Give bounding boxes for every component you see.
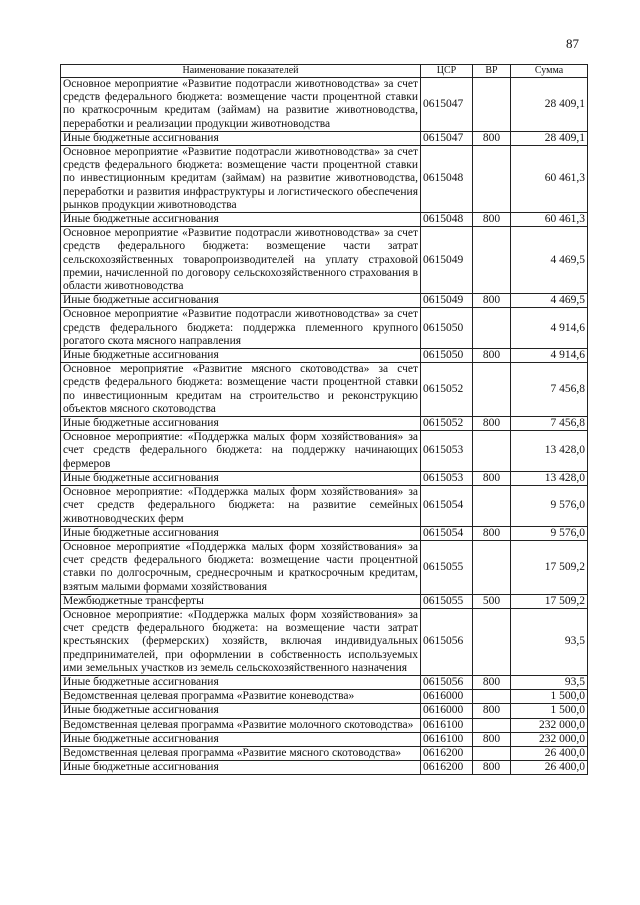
cell-sum: 1 500,0 (511, 704, 588, 718)
cell-vr (473, 308, 511, 349)
table-row (61, 363, 588, 417)
cell-csr: 0615050 (421, 349, 473, 363)
table-row (61, 704, 588, 718)
cell-vr: 800 (473, 732, 511, 746)
cell-vr: 800 (473, 349, 511, 363)
header-csr: ЦСР (421, 65, 473, 78)
cell-csr: 0615049 (421, 294, 473, 308)
table-row (61, 349, 588, 363)
table-row (61, 486, 588, 527)
cell-csr: 0615047 (421, 131, 473, 145)
cell-csr: 0615055 (421, 594, 473, 608)
cell-sum: 232 000,0 (511, 732, 588, 746)
cell-sum: 4 914,6 (511, 308, 588, 349)
cell-vr (473, 146, 511, 213)
cell-csr: 0615049 (421, 227, 473, 294)
cell-name: Иные бюджетные ассигнования (61, 213, 421, 227)
cell-csr: 0615053 (421, 471, 473, 485)
cell-name: Основное мероприятие: «Поддержка малых форм хозяйствования» за счет средств федерального бюджета: на возмещение части затрат крестьянских (фермерских) хозяйств, включая индивидуальных предпринимателей, при оформлении в собственность используемых ими земельных участков из земель сельскохозяйственного назначения (61, 608, 421, 675)
cell-vr: 800 (473, 213, 511, 227)
table-row (61, 78, 588, 132)
table-row (61, 417, 588, 431)
cell-sum: 28 409,1 (511, 131, 588, 145)
cell-name: Основное мероприятие: «Поддержка малых форм хозяйствования» за счет средств федерального бюджета: на развитие семейных животноводческих ферм (61, 486, 421, 527)
table-row (61, 746, 588, 760)
cell-name: Иные бюджетные ассигнования (61, 294, 421, 308)
cell-csr: 0616200 (421, 761, 473, 775)
cell-vr (473, 540, 511, 594)
cell-sum: 26 400,0 (511, 761, 588, 775)
cell-name: Ведомственная целевая программа «Развитие молочного скотоводства» (61, 718, 421, 732)
cell-name: Ведомственная целевая программа «Развитие мясного скотоводства» (61, 746, 421, 760)
cell-name: Иные бюджетные ассигнования (61, 417, 421, 431)
cell-sum: 4 469,5 (511, 294, 588, 308)
cell-csr: 0616100 (421, 732, 473, 746)
cell-vr (473, 746, 511, 760)
table-row (61, 131, 588, 145)
cell-csr: 0615048 (421, 213, 473, 227)
cell-csr: 0615055 (421, 540, 473, 594)
cell-sum: 7 456,8 (511, 417, 588, 431)
cell-vr (473, 78, 511, 132)
cell-vr: 800 (473, 471, 511, 485)
header-name: Наименование показателей (61, 65, 421, 78)
cell-vr: 800 (473, 761, 511, 775)
table-header-row (61, 65, 588, 78)
cell-vr: 500 (473, 594, 511, 608)
table-row (61, 718, 588, 732)
cell-name: Основное мероприятие «Развитие подотрасли животноводства» за счет средств федерального бюджета: возмещение части процентной ставки по краткосрочным кредитам (займам) на развитие животноводства, переработки и реализации продукции животноводства (61, 78, 421, 132)
cell-vr (473, 608, 511, 675)
cell-csr: 0615053 (421, 431, 473, 472)
cell-csr: 0615050 (421, 308, 473, 349)
cell-name: Иные бюджетные ассигнования (61, 732, 421, 746)
cell-csr: 0615054 (421, 486, 473, 527)
table-row (61, 608, 588, 675)
cell-vr (473, 363, 511, 417)
table-row (61, 431, 588, 472)
cell-csr: 0616000 (421, 690, 473, 704)
table-row (61, 227, 588, 294)
table-row (61, 308, 588, 349)
page-number: 87 (566, 36, 579, 51)
cell-sum: 4 914,6 (511, 349, 588, 363)
cell-sum: 17 509,2 (511, 594, 588, 608)
cell-name: Иные бюджетные ассигнования (61, 131, 421, 145)
cell-name: Межбюджетные трансферты (61, 594, 421, 608)
cell-name: Основное мероприятие «Развитие подотрасли животноводства» за счет средств федерального бюджета: возмещение части процентной ставки по инвестиционным кредитам (займам) на развитие животноводства, переработки и развития инфраструктуры и логистического обеспечения рынков продукции животноводства (61, 146, 421, 213)
cell-vr: 800 (473, 294, 511, 308)
cell-csr: 0615052 (421, 417, 473, 431)
cell-vr: 800 (473, 417, 511, 431)
cell-vr: 800 (473, 704, 511, 718)
cell-name: Иные бюджетные ассигнования (61, 761, 421, 775)
cell-csr: 0616100 (421, 718, 473, 732)
table-row (61, 146, 588, 213)
cell-sum: 232 000,0 (511, 718, 588, 732)
table-row (61, 675, 588, 689)
cell-sum: 60 461,3 (511, 146, 588, 213)
cell-csr: 0616200 (421, 746, 473, 760)
table-row (61, 213, 588, 227)
cell-name: Иные бюджетные ассигнования (61, 675, 421, 689)
table-row (61, 594, 588, 608)
cell-csr: 0615056 (421, 675, 473, 689)
cell-sum: 13 428,0 (511, 431, 588, 472)
cell-name: Иные бюджетные ассигнования (61, 526, 421, 540)
cell-csr: 0615048 (421, 146, 473, 213)
table-row (61, 732, 588, 746)
cell-vr (473, 227, 511, 294)
table-row (61, 526, 588, 540)
table-body (61, 78, 588, 775)
cell-csr: 0615047 (421, 78, 473, 132)
cell-sum: 93,5 (511, 675, 588, 689)
cell-name: Основное мероприятие «Развитие мясного скотоводства» за счет средств федерального бюджета: возмещение части процентной ставки по инвестиционным кредитам на строительство и реконструкцию объектов мясного скотоводства (61, 363, 421, 417)
cell-vr (473, 718, 511, 732)
cell-vr: 800 (473, 526, 511, 540)
cell-sum: 4 469,5 (511, 227, 588, 294)
cell-sum: 1 500,0 (511, 690, 588, 704)
cell-sum: 17 509,2 (511, 540, 588, 594)
cell-name: Основное мероприятие «Развитие подотрасли животноводства» за счет средств федерального бюджета: возмещение части затрат сельскохозяйственных товаропроизводителей на уплату страховой премии, начисленной по договору сельскохозяйственного страхования в области животноводства (61, 227, 421, 294)
cell-vr (473, 690, 511, 704)
cell-vr: 800 (473, 675, 511, 689)
cell-vr: 800 (473, 131, 511, 145)
cell-name: Основное мероприятие «Развитие подотрасли животноводства» за счет средств федерального бюджета: поддержка племенного крупного рогатого скота мясного направления (61, 308, 421, 349)
cell-vr (473, 431, 511, 472)
cell-name: Иные бюджетные ассигнования (61, 471, 421, 485)
cell-sum: 7 456,8 (511, 363, 588, 417)
cell-name: Ведомственная целевая программа «Развитие коневодства» (61, 690, 421, 704)
header-sum: Сумма (511, 65, 588, 78)
cell-sum: 9 576,0 (511, 486, 588, 527)
budget-table (60, 64, 588, 775)
cell-name: Иные бюджетные ассигнования (61, 704, 421, 718)
cell-name: Иные бюджетные ассигнования (61, 349, 421, 363)
table-row (61, 294, 588, 308)
cell-sum: 28 409,1 (511, 78, 588, 132)
cell-sum: 13 428,0 (511, 471, 588, 485)
table-row (61, 471, 588, 485)
cell-csr: 0615054 (421, 526, 473, 540)
cell-csr: 0615056 (421, 608, 473, 675)
cell-vr (473, 486, 511, 527)
cell-csr: 0616000 (421, 704, 473, 718)
cell-csr: 0615052 (421, 363, 473, 417)
table-row (61, 690, 588, 704)
cell-sum: 93,5 (511, 608, 588, 675)
table-row (61, 761, 588, 775)
cell-name: Основное мероприятие «Поддержка малых форм хозяйствования» за счет средств федерального бюджета: возмещение части процентной ставки по долгосрочным, среднесрочным и краткосрочным кредитам, взятым малыми формами хозяйствования (61, 540, 421, 594)
cell-sum: 9 576,0 (511, 526, 588, 540)
cell-sum: 60 461,3 (511, 213, 588, 227)
table-row (61, 540, 588, 594)
cell-sum: 26 400,0 (511, 746, 588, 760)
cell-name: Основное мероприятие: «Поддержка малых форм хозяйствования» за счет средств федерального бюджета: на поддержку начинающих фермеров (61, 431, 421, 472)
header-vr: ВР (473, 65, 511, 78)
